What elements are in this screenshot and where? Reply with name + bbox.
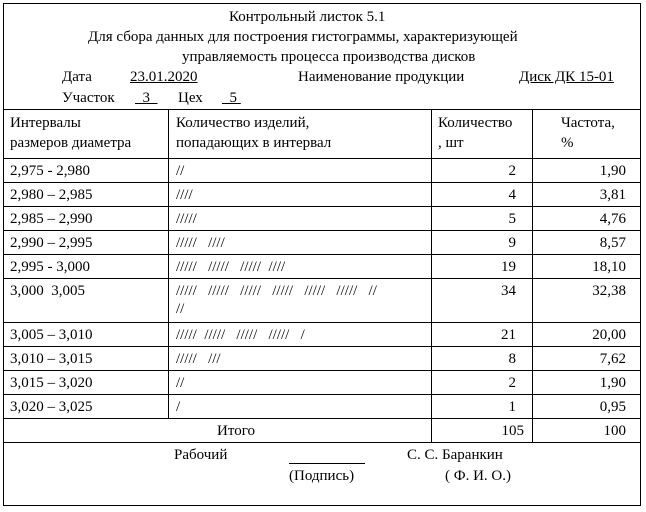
column-header-frequency: Частота, (561, 115, 615, 131)
table-row-tally: ///// ///// ///// ///// / (176, 327, 305, 343)
table-row-qty: 4 (508, 187, 516, 203)
document-subtitle-line1: Для сбора данных для построения гистограммы, характеризующей (88, 29, 518, 45)
table-row-qty: 2 (508, 163, 516, 179)
document-subtitle-line2: управляемость процесса производства дисков (182, 49, 476, 65)
table-row-frequency: 18,10 (592, 259, 626, 275)
table-row-interval: 2,990 – 2,995 (10, 235, 93, 251)
row-line (3, 278, 641, 279)
row-line (3, 322, 641, 323)
table-row-qty: 21 (501, 327, 516, 343)
table-row-qty: 1 (508, 399, 516, 415)
table-row-qty: 19 (501, 259, 516, 275)
column-header-qty: Количество (438, 115, 513, 131)
table-row-qty: 34 (501, 283, 516, 299)
table-row-tally: ///// (176, 211, 197, 227)
table-row-interval: 3,020 – 3,025 (10, 399, 93, 415)
row-line (3, 230, 641, 231)
total-frequency: 100 (603, 423, 626, 439)
table-row-tally: ///// ///// ///// ///// ///// ///// // (176, 283, 377, 299)
shop-label: Цех (178, 90, 203, 106)
table-row-interval: 3,010 – 3,015 (10, 351, 93, 367)
table-row-interval: 3,000 3,005 (10, 283, 85, 299)
table-row-frequency: 1,90 (599, 375, 626, 391)
section-value: 3 (142, 90, 150, 106)
worker-name: С. С. Баранкин (407, 447, 503, 463)
section-label: Участок (62, 90, 115, 106)
column-header-interval: Интервалы (10, 115, 81, 131)
table-row-frequency: 0,95 (599, 399, 626, 415)
table-row-interval: 3,005 – 3,010 (10, 327, 93, 343)
signature-label: (Подпись) (289, 468, 355, 484)
table-row-interval: 3,015 – 3,020 (10, 375, 93, 391)
table-row-qty: 2 (508, 375, 516, 391)
row-line (3, 254, 641, 255)
row-line (3, 394, 641, 395)
total-bottom-line (3, 442, 641, 443)
table-row-frequency: 3,81 (599, 187, 626, 203)
document-title: Контрольный листок 5.1 (229, 9, 386, 25)
name-label: ( Ф. И. О.) (445, 468, 512, 484)
row-line (3, 370, 641, 371)
table-row-interval: 2,985 – 2,990 (10, 211, 93, 227)
header-bottom-line (3, 158, 641, 159)
table-row-tally: // (176, 163, 185, 179)
column-header-interval: размеров диаметра (10, 135, 132, 151)
table-row-qty: 8 (508, 351, 516, 367)
table-row-tally-continuation: // (176, 301, 185, 317)
table-row-interval: 2,980 – 2,985 (10, 187, 93, 203)
row-line (3, 206, 641, 207)
table-row-frequency: 4,76 (599, 211, 626, 227)
table-row-frequency: 1,90 (599, 163, 626, 179)
date-value: 23.01.2020 (130, 69, 198, 85)
worker-label: Рабочий (174, 447, 228, 463)
table-row-tally: ///// ///// ///// //// (176, 259, 286, 275)
table-row-tally: / (176, 399, 181, 415)
table-row-interval: 2,975 - 2,980 (10, 163, 90, 179)
product-value: Диск ДК 15-01 (519, 69, 614, 85)
table-row-tally: ///// /// (176, 351, 221, 367)
table-row-qty: 5 (508, 211, 516, 227)
shop-value: 5 (229, 90, 237, 106)
date-label: Дата (62, 69, 92, 85)
table-row-qty: 9 (508, 235, 516, 251)
table-row-frequency: 32,38 (592, 283, 626, 299)
column-header-qty: , шт (438, 135, 464, 151)
col-divider (532, 109, 533, 442)
col-divider (168, 109, 169, 418)
signature-line (289, 463, 365, 464)
table-row-tally: //// (176, 187, 193, 203)
table-row-tally: // (176, 375, 185, 391)
row-line (3, 346, 641, 347)
col-divider (431, 109, 432, 442)
row-line (3, 418, 641, 419)
column-header-count-items: попадающих в интервал (176, 135, 332, 151)
table-row-frequency: 8,57 (599, 235, 626, 251)
table-row-frequency: 7,62 (599, 351, 626, 367)
table-row-tally: ///// //// (176, 235, 225, 251)
table-row-frequency: 20,00 (592, 327, 626, 343)
total-qty: 105 (501, 423, 524, 439)
column-header-frequency: % (561, 135, 574, 151)
column-header-count-items: Количество изделий, (176, 115, 310, 131)
total-label: Итого (217, 423, 255, 439)
table-top-line (3, 109, 641, 110)
product-label: Наименование продукции (298, 69, 465, 85)
table-row-interval: 2,995 - 3,000 (10, 259, 90, 275)
row-line (3, 182, 641, 183)
